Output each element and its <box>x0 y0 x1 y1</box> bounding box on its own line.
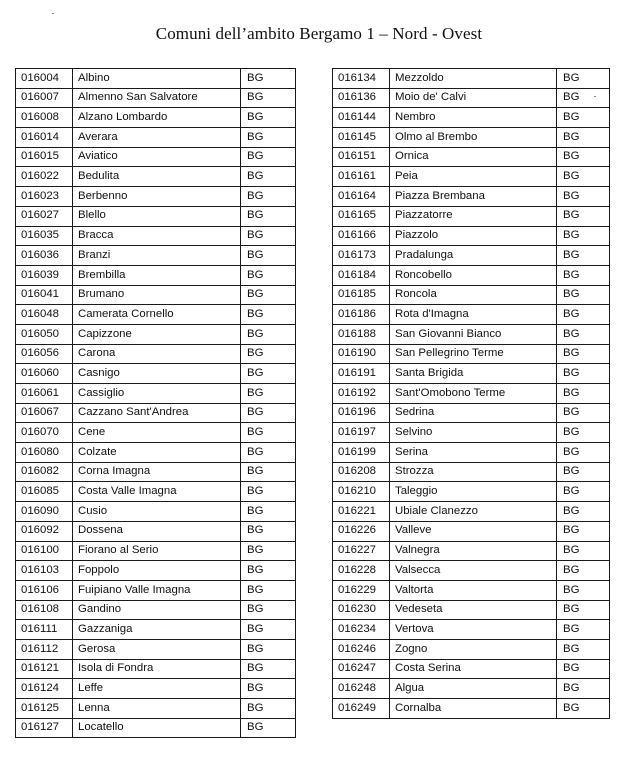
istat-code-cell: 016184 <box>333 265 390 285</box>
comuni-table-right <box>332 68 610 719</box>
province-cell: BG <box>557 639 610 659</box>
istat-code-cell: 016036 <box>16 246 73 266</box>
comune-name-cell: Costa Serina <box>390 659 557 679</box>
istat-code-cell: 016191 <box>333 364 390 384</box>
istat-code-cell: 016124 <box>16 679 73 699</box>
istat-code-cell: 016249 <box>333 699 390 719</box>
table-row <box>333 344 610 364</box>
province-cell: BG <box>241 147 296 167</box>
comune-name-cell: Algua <box>390 679 557 699</box>
province-cell: BG <box>241 324 296 344</box>
istat-code-cell: 016173 <box>333 246 390 266</box>
province-cell: BG <box>557 364 610 384</box>
province-cell: BG <box>241 384 296 404</box>
scan-speck <box>594 96 596 97</box>
istat-code-cell: 016022 <box>16 167 73 187</box>
comune-name-cell: Costa Valle Imagna <box>73 482 241 502</box>
table-row <box>16 108 296 128</box>
table-row <box>333 443 610 463</box>
comune-name-cell: Roncobello <box>390 265 557 285</box>
comune-name-cell: Peia <box>390 167 557 187</box>
table-row <box>16 482 296 502</box>
comune-name-cell: Camerata Cornello <box>73 305 241 325</box>
province-cell: BG <box>557 187 610 207</box>
table-row <box>333 246 610 266</box>
comune-name-cell: Almenno San Salvatore <box>73 88 241 108</box>
comune-name-cell: Ubiale Clanezzo <box>390 502 557 522</box>
province-cell: BG <box>557 167 610 187</box>
province-cell: BG <box>241 679 296 699</box>
istat-code-cell: 016208 <box>333 462 390 482</box>
table-row <box>333 580 610 600</box>
province-cell: BG <box>241 344 296 364</box>
province-cell: BG <box>557 344 610 364</box>
comune-name-cell: Gazzaniga <box>73 620 241 640</box>
table-row <box>333 659 610 679</box>
province-cell: BG <box>241 620 296 640</box>
province-cell: BG <box>557 521 610 541</box>
comune-name-cell: Leffe <box>73 679 241 699</box>
page-title: Comuni dell’ambito Bergamo 1 – Nord - Ovest <box>155 24 483 43</box>
province-cell: BG <box>241 541 296 561</box>
comune-name-cell: Zogno <box>390 639 557 659</box>
province-cell: BG <box>557 226 610 246</box>
comune-name-cell: Nembro <box>390 108 557 128</box>
table-row <box>333 600 610 620</box>
table-row <box>333 482 610 502</box>
comune-name-cell: Valtorta <box>390 580 557 600</box>
istat-code-cell: 016060 <box>16 364 73 384</box>
province-cell: BG <box>241 128 296 148</box>
comune-name-cell: Cornalba <box>390 699 557 719</box>
istat-code-cell: 016228 <box>333 561 390 581</box>
province-cell: BG <box>241 502 296 522</box>
scan-speck <box>52 13 54 14</box>
istat-code-cell: 016246 <box>333 639 390 659</box>
table-row <box>16 167 296 187</box>
province-cell: BG <box>557 88 610 108</box>
comune-name-cell: San Pellegrino Terme <box>390 344 557 364</box>
province-cell: BG <box>557 384 610 404</box>
table-row <box>333 324 610 344</box>
comune-name-cell: Brembilla <box>73 265 241 285</box>
comune-name-cell: Fuipiano Valle Imagna <box>73 580 241 600</box>
comune-name-cell: Foppolo <box>73 561 241 581</box>
comune-name-cell: Cusio <box>73 502 241 522</box>
province-cell: BG <box>241 187 296 207</box>
comune-name-cell: Cene <box>73 423 241 443</box>
comune-name-cell: Piazzatorre <box>390 206 557 226</box>
table-row <box>16 580 296 600</box>
table-row <box>16 265 296 285</box>
istat-code-cell: 016090 <box>16 502 73 522</box>
istat-code-cell: 016085 <box>16 482 73 502</box>
province-cell: BG <box>241 167 296 187</box>
comune-name-cell: Corna Imagna <box>73 462 241 482</box>
table-row <box>333 285 610 305</box>
province-cell: BG <box>241 305 296 325</box>
table-row <box>16 206 296 226</box>
comune-name-cell: San Giovanni Bianco <box>390 324 557 344</box>
province-cell: BG <box>241 423 296 443</box>
table-row <box>333 69 610 89</box>
istat-code-cell: 016008 <box>16 108 73 128</box>
table-row <box>16 403 296 423</box>
table-row <box>16 69 296 89</box>
comune-name-cell: Gandino <box>73 600 241 620</box>
province-cell: BG <box>241 206 296 226</box>
comuni-table-left <box>15 68 296 738</box>
istat-code-cell: 016188 <box>333 324 390 344</box>
comune-name-cell: Locatello <box>73 718 241 738</box>
table-row <box>333 187 610 207</box>
table-row <box>333 561 610 581</box>
istat-code-cell: 016112 <box>16 639 73 659</box>
province-cell: BG <box>241 659 296 679</box>
province-cell: BG <box>241 108 296 128</box>
istat-code-cell: 016111 <box>16 620 73 640</box>
province-cell: BG <box>557 108 610 128</box>
table-row <box>333 403 610 423</box>
province-cell: BG <box>557 206 610 226</box>
province-cell: BG <box>241 718 296 738</box>
comune-name-cell: Vertova <box>390 620 557 640</box>
comune-name-cell: Berbenno <box>73 187 241 207</box>
table-row <box>16 128 296 148</box>
table-row <box>16 521 296 541</box>
province-cell: BG <box>557 305 610 325</box>
province-cell: BG <box>241 265 296 285</box>
comune-name-cell: Serina <box>390 443 557 463</box>
comune-name-cell: Cassiglio <box>73 384 241 404</box>
province-cell: BG <box>241 580 296 600</box>
comune-name-cell: Valsecca <box>390 561 557 581</box>
istat-code-cell: 016248 <box>333 679 390 699</box>
table-row <box>16 324 296 344</box>
province-cell: BG <box>557 147 610 167</box>
comune-name-cell: Roncola <box>390 285 557 305</box>
istat-code-cell: 016221 <box>333 502 390 522</box>
comune-name-cell: Piazza Brembana <box>390 187 557 207</box>
istat-code-cell: 016004 <box>16 69 73 89</box>
istat-code-cell: 016007 <box>16 88 73 108</box>
province-cell: BG <box>557 69 610 89</box>
province-cell: BG <box>557 443 610 463</box>
province-cell: BG <box>241 521 296 541</box>
istat-code-cell: 016151 <box>333 147 390 167</box>
istat-code-cell: 016108 <box>16 600 73 620</box>
comune-name-cell: Blello <box>73 206 241 226</box>
comune-name-cell: Pradalunga <box>390 246 557 266</box>
comune-name-cell: Sedrina <box>390 403 557 423</box>
istat-code-cell: 016027 <box>16 206 73 226</box>
istat-code-cell: 016247 <box>333 659 390 679</box>
istat-code-cell: 016229 <box>333 580 390 600</box>
comune-name-cell: Casnigo <box>73 364 241 384</box>
table-row <box>16 679 296 699</box>
table-row <box>16 423 296 443</box>
table-row <box>333 639 610 659</box>
province-cell: BG <box>241 482 296 502</box>
province-cell: BG <box>557 620 610 640</box>
table-row <box>333 620 610 640</box>
province-cell: BG <box>557 128 610 148</box>
comune-name-cell: Bedulita <box>73 167 241 187</box>
istat-code-cell: 016061 <box>16 384 73 404</box>
province-cell: BG <box>557 265 610 285</box>
istat-code-cell: 016048 <box>16 305 73 325</box>
table-row <box>333 699 610 719</box>
table-row <box>16 462 296 482</box>
table-row <box>16 600 296 620</box>
comune-name-cell: Santa Brigida <box>390 364 557 384</box>
province-cell: BG <box>241 226 296 246</box>
province-cell: BG <box>557 679 610 699</box>
istat-code-cell: 016067 <box>16 403 73 423</box>
comune-name-cell: Valnegra <box>390 541 557 561</box>
table-row <box>16 344 296 364</box>
istat-code-cell: 016192 <box>333 384 390 404</box>
comune-name-cell: Selvino <box>390 423 557 443</box>
istat-code-cell: 016164 <box>333 187 390 207</box>
comune-name-cell: Capizzone <box>73 324 241 344</box>
province-cell: BG <box>557 462 610 482</box>
table-row <box>16 384 296 404</box>
table-row <box>333 423 610 443</box>
istat-code-cell: 016121 <box>16 659 73 679</box>
table-row <box>16 147 296 167</box>
province-cell: BG <box>241 88 296 108</box>
istat-code-cell: 016039 <box>16 265 73 285</box>
province-cell: BG <box>241 246 296 266</box>
table-row <box>16 659 296 679</box>
comune-name-cell: Aviatico <box>73 147 241 167</box>
province-cell: BG <box>241 403 296 423</box>
table-row <box>16 187 296 207</box>
istat-code-cell: 016050 <box>16 324 73 344</box>
istat-code-cell: 016125 <box>16 699 73 719</box>
comune-name-cell: Bracca <box>73 226 241 246</box>
istat-code-cell: 016230 <box>333 600 390 620</box>
table-row <box>333 226 610 246</box>
table-row <box>16 699 296 719</box>
table-row <box>333 462 610 482</box>
table-row <box>333 167 610 187</box>
table-row <box>16 364 296 384</box>
comune-name-cell: Colzate <box>73 443 241 463</box>
table-row <box>16 639 296 659</box>
istat-code-cell: 016234 <box>333 620 390 640</box>
istat-code-cell: 016035 <box>16 226 73 246</box>
comune-name-cell: Moio de' Calvi <box>390 88 557 108</box>
comune-name-cell: Branzi <box>73 246 241 266</box>
table-row <box>333 541 610 561</box>
table-row <box>16 561 296 581</box>
province-cell: BG <box>241 462 296 482</box>
table-row <box>16 226 296 246</box>
comune-name-cell: Gerosa <box>73 639 241 659</box>
comune-name-cell: Piazzolo <box>390 226 557 246</box>
province-cell: BG <box>557 423 610 443</box>
comune-name-cell: Dossena <box>73 521 241 541</box>
istat-code-cell: 016134 <box>333 69 390 89</box>
table-row <box>16 443 296 463</box>
table-row <box>16 620 296 640</box>
province-cell: BG <box>557 324 610 344</box>
province-cell: BG <box>557 541 610 561</box>
istat-code-cell: 016015 <box>16 147 73 167</box>
comune-name-cell: Fiorano al Serio <box>73 541 241 561</box>
province-cell: BG <box>557 403 610 423</box>
istat-code-cell: 016092 <box>16 521 73 541</box>
province-cell: BG <box>241 639 296 659</box>
istat-code-cell: 016226 <box>333 521 390 541</box>
table-row <box>333 88 610 108</box>
istat-code-cell: 016100 <box>16 541 73 561</box>
table-row <box>333 679 610 699</box>
istat-code-cell: 016127 <box>16 718 73 738</box>
comune-name-cell: Rota d'Imagna <box>390 305 557 325</box>
comune-name-cell: Vedeseta <box>390 600 557 620</box>
table-row <box>16 502 296 522</box>
istat-code-cell: 016144 <box>333 108 390 128</box>
province-cell: BG <box>241 561 296 581</box>
table-row <box>16 246 296 266</box>
table-row <box>333 206 610 226</box>
istat-code-cell: 016199 <box>333 443 390 463</box>
comune-name-cell: Carona <box>73 344 241 364</box>
comune-name-cell: Alzano Lombardo <box>73 108 241 128</box>
table-row <box>16 285 296 305</box>
table-row <box>333 384 610 404</box>
province-cell: BG <box>241 69 296 89</box>
istat-code-cell: 016080 <box>16 443 73 463</box>
table-row <box>333 108 610 128</box>
province-cell: BG <box>557 659 610 679</box>
table-row <box>16 305 296 325</box>
comune-name-cell: Brumano <box>73 285 241 305</box>
istat-code-cell: 016014 <box>16 128 73 148</box>
comune-name-cell: Olmo al Brembo <box>390 128 557 148</box>
province-cell: BG <box>557 285 610 305</box>
table-row <box>333 265 610 285</box>
comune-name-cell: Albino <box>73 69 241 89</box>
comune-name-cell: Sant'Omobono Terme <box>390 384 557 404</box>
istat-code-cell: 016190 <box>333 344 390 364</box>
istat-code-cell: 016166 <box>333 226 390 246</box>
comune-name-cell: Isola di Fondra <box>73 659 241 679</box>
province-cell: BG <box>241 443 296 463</box>
istat-code-cell: 016056 <box>16 344 73 364</box>
istat-code-cell: 016185 <box>333 285 390 305</box>
province-cell: BG <box>241 364 296 384</box>
table-row <box>333 147 610 167</box>
istat-code-cell: 016165 <box>333 206 390 226</box>
table-row <box>16 541 296 561</box>
istat-code-cell: 016136 <box>333 88 390 108</box>
province-cell: BG <box>557 580 610 600</box>
comuni-table-left-body <box>16 69 296 738</box>
istat-code-cell: 016041 <box>16 285 73 305</box>
table-row <box>333 364 610 384</box>
comune-name-cell: Averara <box>73 128 241 148</box>
istat-code-cell: 016197 <box>333 423 390 443</box>
istat-code-cell: 016106 <box>16 580 73 600</box>
province-cell: BG <box>241 285 296 305</box>
istat-code-cell: 016023 <box>16 187 73 207</box>
istat-code-cell: 016145 <box>333 128 390 148</box>
table-row <box>333 128 610 148</box>
province-cell: BG <box>241 699 296 719</box>
table-row <box>333 305 610 325</box>
province-cell: BG <box>241 600 296 620</box>
comune-name-cell: Cazzano Sant'Andrea <box>73 403 241 423</box>
table-row <box>333 521 610 541</box>
istat-code-cell: 016082 <box>16 462 73 482</box>
comune-name-cell: Valleve <box>390 521 557 541</box>
comune-name-cell: Strozza <box>390 462 557 482</box>
istat-code-cell: 016103 <box>16 561 73 581</box>
province-cell: BG <box>557 502 610 522</box>
province-cell: BG <box>557 561 610 581</box>
comune-name-cell: Lenna <box>73 699 241 719</box>
istat-code-cell: 016210 <box>333 482 390 502</box>
table-row <box>16 88 296 108</box>
comune-name-cell: Ornica <box>390 147 557 167</box>
province-cell: BG <box>557 699 610 719</box>
istat-code-cell: 016070 <box>16 423 73 443</box>
istat-code-cell: 016227 <box>333 541 390 561</box>
istat-code-cell: 016161 <box>333 167 390 187</box>
comuni-table-right-body <box>333 69 610 719</box>
comune-name-cell: Mezzoldo <box>390 69 557 89</box>
istat-code-cell: 016186 <box>333 305 390 325</box>
table-row <box>16 718 296 738</box>
istat-code-cell: 016196 <box>333 403 390 423</box>
table-row <box>333 502 610 522</box>
province-cell: BG <box>557 246 610 266</box>
province-cell: BG <box>557 482 610 502</box>
province-cell: BG <box>557 600 610 620</box>
comune-name-cell: Taleggio <box>390 482 557 502</box>
